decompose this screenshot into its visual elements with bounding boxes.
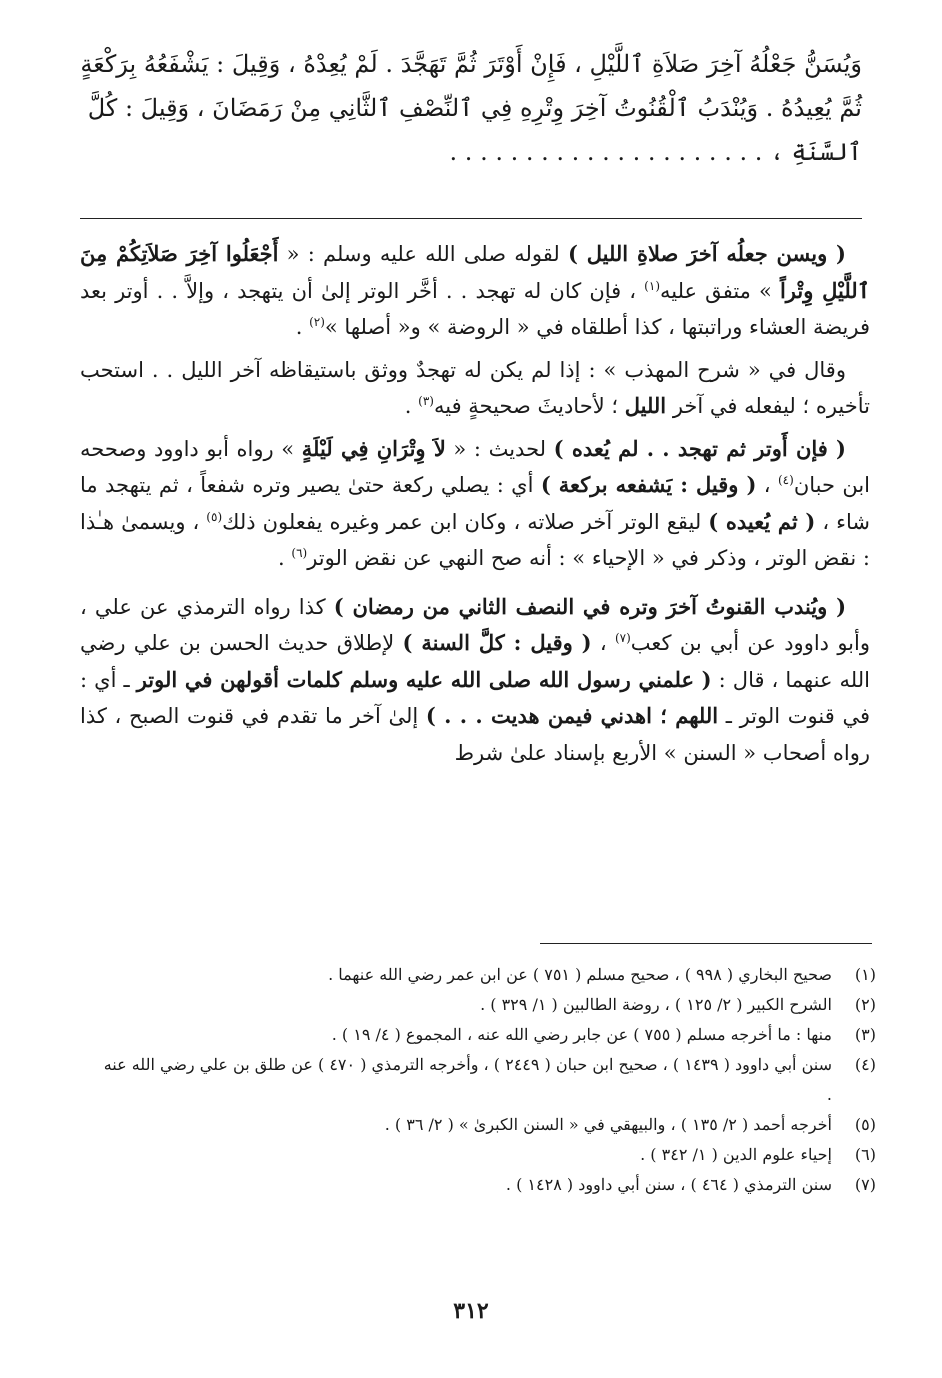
commentary-paragraph: ( فإن أَوتر ثم تهجد . . لم يُعده ) لحديث : « لاَ وِتْرَانِ فِي لَيْلَةٍ » رواه أبو داوود وصححه ابن حبان$^{(٤)}$ ، ( وقيل : يَشفعه بركعة ) أي : يصلي ركعة حتىٰ يصير وتره شفعاً ، ثم يتهجد ما شاء ، ( ثم يُعيده ) ليقع الوتر آخر صلاته ، وكان ابن عمر وغيره يفعلون ذلك$^{(٥)}$ ، ويسمىٰ هـٰذا : نقض الوتر ، وذكر في « الإحياء » : أنه صح النهي عن نقض الوتر$^{(٦)}$ . — [80, 435, 871, 570]
footnote-ref[interactable]: (٢) — [309, 315, 325, 329]
matn-quote: ( ويسن جعلُه آخرَ صلاةِ الليل ) — [567, 241, 846, 266]
footnote-number: (٦) — [854, 1145, 876, 1164]
page-number: ٣١٢ — [453, 1298, 489, 1324]
footnote-separator — [540, 943, 872, 944]
footnote-ref[interactable]: (١) — [644, 278, 660, 293]
hadith-quote: أَجْعَلُوا آخِرَ صَلاَتِكُمْ مِنَ ٱللَّيْلِ وِتْراً — [80, 241, 870, 303]
footnote-number: (٥) — [854, 1115, 876, 1134]
footnote-ref[interactable]: (٤) — [777, 473, 794, 487]
footnote-text: إحياء علوم الدين ( ١/ ٣٤٢ ) . — [640, 1145, 832, 1164]
main-text-fragment: ٱلسَّنَةِ ، — [769, 138, 862, 166]
matn-quote: ( فإن أَوتر ثم تهجد . . لم يُعده ) — [553, 435, 846, 461]
footnote-text: سنن الترمذي ( ٤٦٤ ) ، سنن أبي داوود ( ١٤٢٨ ) . — [505, 1175, 832, 1194]
commentary-paragraph: وقال في « شرح المهذب » : إذا لم يكن له تهجدٌ ووثق باستيقاظه آخر الليل . . استحب تأخيره ؛ ليفعله في آخر الليل ؛ لأحاديثَ صحيحةٍ فيه$^{(٣)}$ . — [80, 357, 870, 418]
matn-quote: ( ثم يُعيده ) — [708, 508, 816, 534]
footnote-text: منها : ما أخرجه مسلم ( ٧٥٥ ) عن جابر رضي الله عنه ، المجموع ( ٤/ ١٩ ) . — [331, 1025, 832, 1044]
commentary-paragraph: ( ويسن جعلُه آخرَ صلاةِ الليل ) لقوله صلى الله عليه وسلم : « أَجْعَلُوا آخِرَ صَلاَتِكُمْ مِنَ ٱللَّيْلِ وِتْراً » متفق عليه$^{(١)}$ ، فإن كان له تهجد . . أخَّر الوتر إلىٰ أن يتهجد ، وإلاَّ . . أوتر بعد فريضة العشاء وراتبتها ، كذا أطلقاه في « الروضة » و« أصلها »$^{(٢)}$ . — [80, 241, 870, 339]
matn-quote: ( وقيل : كلَّ السنة ) — [402, 630, 592, 655]
footnote-number: (٤) — [854, 1055, 876, 1074]
footnote-number: (٢) — [854, 995, 876, 1014]
main-text-line: ثُمَّ يُعِيدُهُ . وَيُنْدَبُ ٱلْقُنُوتُ آخِرَ وِتْرِهِ فِي ٱلنِّصْفِ ٱلثَّانِي مِنْ رَمَضَانَ ، وَقِيلَ : كُلَّ — [87, 94, 862, 122]
footnote-ref[interactable]: (٧) — [614, 631, 631, 645]
footnote-text: سنن أبي داوود ( ١٤٣٩ ) ، صحيح ابن حبان ( ٢٤٤٩ ) ، وأخرجه الترمذي ( ٤٧٠ ) عن طلق بن علي رضي الله عنه . — [103, 1055, 832, 1104]
footnote — [96, 960, 876, 990]
footnote-number: (١) — [854, 965, 876, 984]
ellipsis-dots: . . . . . . . . . . . . . . . . . . . . . — [449, 138, 763, 166]
matn-quote: ( وقيل : يَشفعه بركعة ) — [540, 472, 757, 497]
footnote-text: أخرجه أحمد ( ٢/ ١٣٥ ) ، والبيهقي في « السنن الكبرىٰ » ( ٢/ ٣٦ ) . — [384, 1115, 832, 1134]
hadith-quote: ( علمني رسول الله صلى الله عليه وسلم كلمات أقولهن في الوتر — [136, 666, 712, 692]
footnote-ref[interactable]: (٦) — [291, 546, 308, 560]
commentary-paragraph: ( ويُندب القنوتُ آخرَ وتره في النصف الثاني من رمضان ) كذا رواه الترمذي عن علي ، وأبو داوود عن أبي بن كعب$^{(٧)}$ ، ( وقيل : كلَّ السنة ) لإطلاق حديث الحسن بن علي رضي الله عنهما ، قال : ( علمني رسول الله صلى الله عليه وسلم كلمات أقولهن في الوتر ـ أي : في قنوت الوتر ـ اللهم ؛ اهدني فيمن هديت . . . ) إلىٰ آخر ما تقدم في قنوت الصبح ، كذا رواه أصحاب « السنن » الأربع بإسناد علىٰ شرط — [80, 593, 870, 765]
footnote — [96, 1020, 876, 1050]
footnote-ref[interactable]: (٣) — [418, 394, 434, 408]
matn-quote: ( ويُندب القنوتُ آخرَ وتره في النصف الثاني من رمضان ) — [333, 593, 847, 619]
footnote — [96, 1050, 876, 1110]
main-text-block — [80, 42, 862, 174]
footnote — [96, 1110, 876, 1140]
hadith-quote: اللهم ؛ اهدني فيمن هديت . . . ) — [425, 703, 719, 728]
footnote — [96, 1140, 876, 1170]
footnote-text: صحيح البخاري ( ٩٩٨ ) ، صحيح مسلم ( ٧٥١ ) عن ابن عمر رضي الله عنهما . — [328, 965, 832, 984]
footnote — [96, 1170, 876, 1200]
footnote-number: (٣) — [854, 1025, 876, 1044]
hadith-quote: لاَ وِتْرَانِ فِي لَيْلَةٍ — [301, 435, 446, 461]
separator-rule — [80, 218, 862, 219]
footnote-ref[interactable]: (٥) — [206, 509, 223, 524]
footnote — [96, 990, 876, 1020]
footnote-number: (٧) — [854, 1175, 876, 1194]
footnote-text: الشرح الكبير ( ٢/ ١٢٥ ) ، روضة الطالبين ( ١/ ٣٢٩ ) . — [480, 995, 832, 1014]
main-text-line — [80, 130, 862, 174]
main-text-line: وَيُسَنُّ جَعْلُهُ آخِرَ صَلاَةِ ٱللَّيْلِ ، فَإِنْ أَوْتَرَ ثُمَّ تَهَجَّدَ . لَمْ يُعِدْهُ ، وَقِيلَ : يَشْفَعُهُ بِرَكْعَةٍ — [80, 50, 862, 78]
footnotes-block — [96, 960, 876, 1200]
commentary-block — [80, 236, 870, 771]
